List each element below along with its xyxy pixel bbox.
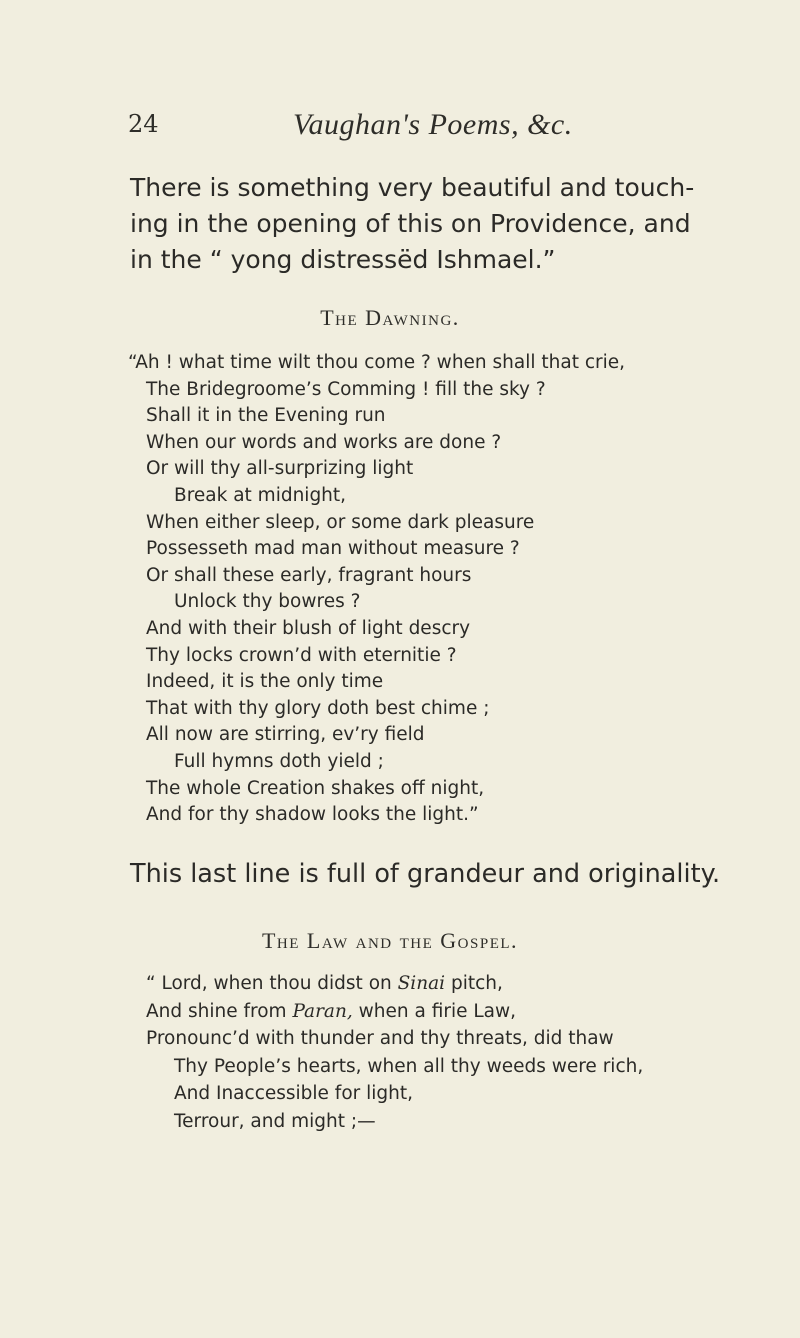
commentary-line: This last line is full of grandeur and originality. [130,859,721,889]
poem-line: The Bridegroome’s Comming ! fill the sky ? [146,378,546,400]
poem-line: Indeed, it is the only time [146,671,384,693]
running-head: Vaughan's Poems, &c. [293,108,573,141]
poem-line: And with their blush of light descry [146,617,471,639]
poem-line: When either sleep, or some dark pleasure [146,511,535,533]
poem-line-text: And shine from [146,1000,293,1022]
intro-line: ing in the opening of this on Providence, and [130,209,691,238]
poem-line: That with thy glory doth best chime ; [146,697,490,719]
poem-line: “Ah ! what time wilt thou come ? when shall that crie, [128,352,626,373]
poem-title-law-and-gospel: The Law and the Gospel. [261,928,519,953]
poem-line: Break at midnight, [174,484,347,506]
commentary-paragraph [130,856,720,892]
poem-line [128,970,643,998]
poem-the-dawning [128,350,625,829]
poem-line-text: when a firie Law, [352,1000,517,1022]
page-header [0,110,800,150]
poem-line: When our words and works are done ? [146,431,502,453]
place-name-sinai: Sinai [397,973,446,994]
poem-title-dawning: The Dawning. [320,305,460,330]
poem-line: All now are stirring, ev’ry field [146,724,425,746]
intro-line: There is something very beautiful and touch- [130,173,695,202]
poem-line: And for thy shadow looks the light.” [146,804,479,826]
poem-line: And Inaccessible for light, [174,1083,414,1104]
poem-line: Shall it in the Evening run [146,405,386,427]
poem-line: Pronounc’d with thunder and thy threats, did thaw [146,1028,614,1049]
intro-paragraph [130,170,720,278]
poem-line: Unlock thy bowres ? [174,591,361,613]
poem-line: Full hymns doth yield ; [174,750,384,772]
intro-line: in the “ yong distressëd Ishmael.” [130,245,556,274]
poem-line: Thy People’s hearts, when all thy weeds were rich, [174,1055,644,1077]
poem-line: Or will thy all-surprizing light [146,458,414,480]
poem-the-law-and-the-gospel [128,970,643,1135]
poem-line: Terrour, and might ;— [174,1110,376,1132]
poem-line: The whole Creation shakes off night, [146,777,485,799]
poem-line-text: pitch, [445,973,503,994]
place-name-paran: Paran, [292,1000,353,1022]
poem-line: Possesseth mad man without measure ? [146,538,520,560]
poem-line: Or shall these early, fragrant hours [146,564,472,586]
poem-line: Thy locks crown’d with eternitie ? [146,644,457,666]
page-number: 24 [128,110,159,138]
poem-line-text: “ Lord, when thou didst on [146,973,398,994]
poem-line [128,998,643,1026]
